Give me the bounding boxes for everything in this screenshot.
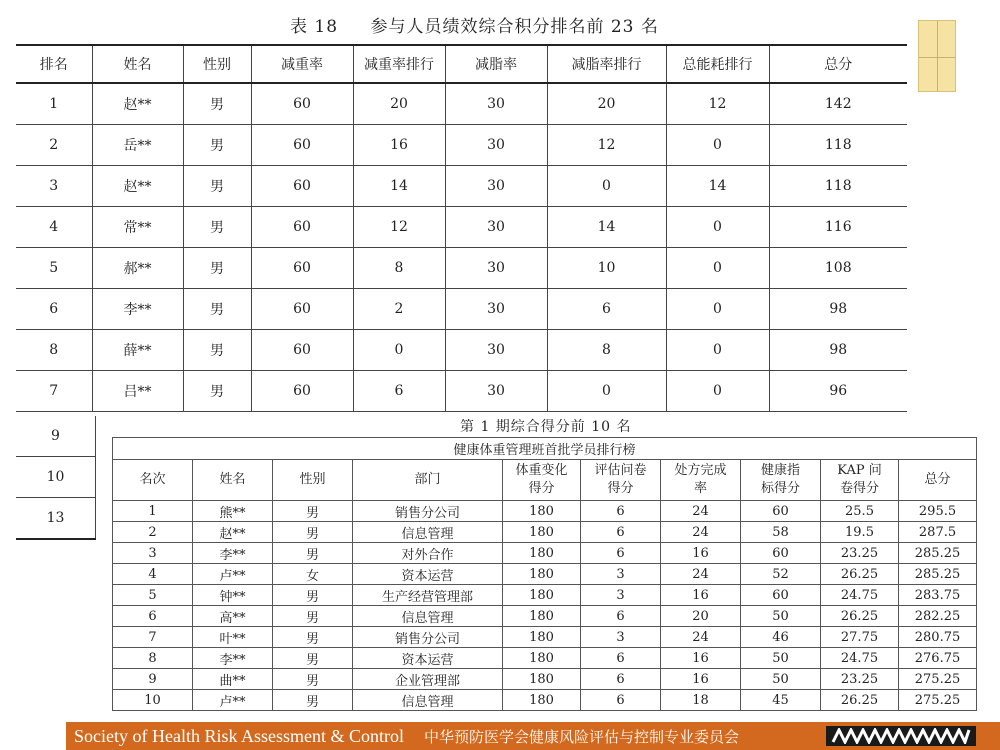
table-cell: 60 bbox=[251, 206, 353, 247]
table-cell: 0 bbox=[666, 329, 769, 370]
table1-column-header: 减重率 bbox=[251, 45, 353, 83]
table1-title bbox=[290, 12, 659, 37]
table-cell: 180 bbox=[503, 690, 581, 711]
table-cell: 46 bbox=[741, 627, 821, 648]
table-cell: 0 bbox=[666, 370, 769, 411]
table-cell: 男 bbox=[273, 501, 353, 522]
table-cell: 30 bbox=[445, 288, 547, 329]
table-cell: 12 bbox=[666, 83, 769, 124]
table1-title-text: 参与人员绩效综合积分排名前 23 名 bbox=[370, 17, 659, 37]
footer-english-name: Society of Health Risk Assessment & Control bbox=[74, 725, 404, 746]
table-cell: 3 bbox=[16, 165, 92, 206]
table-cell: 14 bbox=[666, 165, 769, 206]
table-cell: 24 bbox=[661, 564, 741, 585]
table-cell: 曲** bbox=[193, 669, 273, 690]
table-cell: 16 bbox=[353, 124, 445, 165]
ranking-table-top10 bbox=[112, 437, 977, 711]
table-cell: 8 bbox=[353, 247, 445, 288]
table-cell: 男 bbox=[183, 370, 251, 411]
table-cell: 45 bbox=[741, 690, 821, 711]
table-cell: 285.25 bbox=[899, 543, 977, 564]
table-cell: 180 bbox=[503, 627, 581, 648]
table-cell: 李** bbox=[193, 648, 273, 669]
table1-number: 表 18 bbox=[290, 17, 339, 37]
table-cell: 男 bbox=[183, 165, 251, 206]
table-cell: 24 bbox=[661, 522, 741, 543]
table-cell: 16 bbox=[661, 648, 741, 669]
table-cell: 7 bbox=[113, 627, 193, 648]
table-cell: 6 bbox=[547, 288, 666, 329]
table-cell: 6 bbox=[581, 669, 661, 690]
table-cell: 16 bbox=[661, 669, 741, 690]
table-row bbox=[113, 564, 977, 585]
table-cell: 生产经营管理部 bbox=[353, 585, 503, 606]
table-cell: 1 bbox=[16, 83, 92, 124]
table-row bbox=[113, 606, 977, 627]
table-cell: 薛** bbox=[92, 329, 183, 370]
table-cell: 李** bbox=[92, 288, 183, 329]
table2-column-header: 姓名 bbox=[193, 460, 273, 501]
table1-column-header: 减重率排行 bbox=[353, 45, 445, 83]
table-cell: 5 bbox=[113, 585, 193, 606]
table-cell: 60 bbox=[251, 329, 353, 370]
table-cell: 20 bbox=[661, 606, 741, 627]
table-cell: 283.75 bbox=[899, 585, 977, 606]
table-cell: 180 bbox=[503, 564, 581, 585]
table-cell: 男 bbox=[273, 690, 353, 711]
table-cell: 男 bbox=[273, 648, 353, 669]
table-cell: 男 bbox=[183, 124, 251, 165]
table-cell: 60 bbox=[251, 247, 353, 288]
table-row bbox=[16, 498, 96, 540]
table2-column-header: 评估问卷 得分 bbox=[581, 460, 661, 501]
table-cell: 142 bbox=[769, 83, 907, 124]
table-cell: 男 bbox=[183, 288, 251, 329]
table1-body bbox=[16, 83, 907, 411]
footer-bar bbox=[66, 722, 1000, 750]
table-cell: 60 bbox=[741, 543, 821, 564]
table-cell: 24.75 bbox=[821, 585, 899, 606]
table-cell: 14 bbox=[547, 206, 666, 247]
table-cell: 1 bbox=[113, 501, 193, 522]
table-cell: 男 bbox=[183, 206, 251, 247]
table-row bbox=[16, 83, 907, 124]
table-cell: 60 bbox=[251, 370, 353, 411]
table1-column-header: 性别 bbox=[183, 45, 251, 83]
table-cell: 李** bbox=[193, 543, 273, 564]
table-cell: 0 bbox=[666, 247, 769, 288]
table-cell: 60 bbox=[741, 501, 821, 522]
table1-column-header: 减脂率排行 bbox=[547, 45, 666, 83]
table-row bbox=[16, 288, 907, 329]
table-cell: 287.5 bbox=[899, 522, 977, 543]
table-cell: 30 bbox=[445, 329, 547, 370]
table-cell: 0 bbox=[547, 370, 666, 411]
table-cell: 0 bbox=[666, 124, 769, 165]
table-cell: 6 bbox=[353, 370, 445, 411]
table-cell: 30 bbox=[445, 83, 547, 124]
table-cell: 叶** bbox=[193, 627, 273, 648]
table-cell: 26.25 bbox=[821, 564, 899, 585]
table-cell: 0 bbox=[353, 329, 445, 370]
table2-column-header: 名次 bbox=[113, 460, 193, 501]
table-row bbox=[113, 648, 977, 669]
table-cell: 10 bbox=[113, 690, 193, 711]
table-cell: 18 bbox=[661, 690, 741, 711]
table-cell: 276.75 bbox=[899, 648, 977, 669]
table-cell: 50 bbox=[741, 648, 821, 669]
table-cell: 信息管理 bbox=[353, 522, 503, 543]
table-cell: 180 bbox=[503, 648, 581, 669]
table-cell: 50 bbox=[741, 606, 821, 627]
table-cell: 2 bbox=[113, 522, 193, 543]
table-cell: 96 bbox=[769, 370, 907, 411]
table-cell: 熊** bbox=[193, 501, 273, 522]
table-row bbox=[16, 124, 907, 165]
table-cell: 282.25 bbox=[899, 606, 977, 627]
table-cell: 58 bbox=[741, 522, 821, 543]
table-cell: 3 bbox=[581, 627, 661, 648]
table-cell: 男 bbox=[273, 606, 353, 627]
table2-column-header: 体重变化 得分 bbox=[503, 460, 581, 501]
table-row bbox=[16, 370, 907, 411]
table-cell: 5 bbox=[16, 247, 92, 288]
table-cell: 赵** bbox=[92, 83, 183, 124]
table-cell: 4 bbox=[16, 206, 92, 247]
table-cell: 16 bbox=[661, 543, 741, 564]
table-cell: 对外合作 bbox=[353, 543, 503, 564]
table-cell: 卢** bbox=[193, 564, 273, 585]
table-cell: 男 bbox=[273, 627, 353, 648]
table-cell: 6 bbox=[581, 543, 661, 564]
table-cell: 60 bbox=[251, 83, 353, 124]
table-cell: 销售分公司 bbox=[353, 501, 503, 522]
table-cell: 6 bbox=[581, 690, 661, 711]
table-cell: 6 bbox=[113, 606, 193, 627]
table-cell: 6 bbox=[16, 288, 92, 329]
table-cell: 60 bbox=[251, 288, 353, 329]
table2-title: 第 1 期综合得分前 10 名 bbox=[460, 419, 632, 435]
table-cell: 9 bbox=[113, 669, 193, 690]
table-cell: 12 bbox=[353, 206, 445, 247]
table-cell: 2 bbox=[16, 124, 92, 165]
rank-cell: 13 bbox=[16, 498, 96, 540]
table-row bbox=[113, 522, 977, 543]
table-cell: 60 bbox=[251, 165, 353, 206]
table-cell: 男 bbox=[273, 669, 353, 690]
table-row bbox=[16, 247, 907, 288]
table-cell: 8 bbox=[113, 648, 193, 669]
table-cell: 180 bbox=[503, 543, 581, 564]
rank-cell: 9 bbox=[16, 416, 96, 457]
table-cell: 6 bbox=[581, 501, 661, 522]
table1-column-header: 减脂率 bbox=[445, 45, 547, 83]
table-cell: 30 bbox=[445, 247, 547, 288]
table-cell: 180 bbox=[503, 606, 581, 627]
table-cell: 285.25 bbox=[899, 564, 977, 585]
table1-header-row bbox=[16, 45, 907, 83]
table-cell: 25.5 bbox=[821, 501, 899, 522]
rank-cell: 10 bbox=[16, 457, 96, 498]
table-row bbox=[113, 669, 977, 690]
table-cell: 0 bbox=[547, 165, 666, 206]
table-cell: 高** bbox=[193, 606, 273, 627]
table-cell: 7 bbox=[16, 370, 92, 411]
table-cell: 180 bbox=[503, 669, 581, 690]
table-cell: 24 bbox=[661, 627, 741, 648]
table-cell: 男 bbox=[183, 83, 251, 124]
table1-overflow-ranks bbox=[16, 416, 96, 540]
table-cell: 赵** bbox=[193, 522, 273, 543]
table-cell: 男 bbox=[183, 247, 251, 288]
table2-caption: 健康体重管理班首批学员排行榜 bbox=[113, 438, 977, 460]
table-cell: 30 bbox=[445, 206, 547, 247]
table-cell: 3 bbox=[581, 564, 661, 585]
table-cell: 8 bbox=[547, 329, 666, 370]
table-cell: 男 bbox=[183, 329, 251, 370]
table-row bbox=[113, 501, 977, 522]
table-cell: 女 bbox=[273, 564, 353, 585]
table-cell: 275.25 bbox=[899, 669, 977, 690]
organization-logo-icon bbox=[826, 726, 976, 746]
table-cell: 资本运营 bbox=[353, 648, 503, 669]
table-cell: 118 bbox=[769, 165, 907, 206]
table-cell: 180 bbox=[503, 501, 581, 522]
table-cell: 24.75 bbox=[821, 648, 899, 669]
table-cell: 23.25 bbox=[821, 543, 899, 564]
table-cell: 6 bbox=[581, 522, 661, 543]
table-cell: 16 bbox=[661, 585, 741, 606]
table-cell: 20 bbox=[547, 83, 666, 124]
table-cell: 295.5 bbox=[899, 501, 977, 522]
table2-column-header: 性别 bbox=[273, 460, 353, 501]
table-cell: 30 bbox=[445, 370, 547, 411]
table-cell: 26.25 bbox=[821, 606, 899, 627]
table-cell: 男 bbox=[273, 522, 353, 543]
table-cell: 3 bbox=[581, 585, 661, 606]
table-cell: 27.75 bbox=[821, 627, 899, 648]
table-cell: 男 bbox=[273, 543, 353, 564]
table-cell: 3 bbox=[113, 543, 193, 564]
table-cell: 4 bbox=[113, 564, 193, 585]
table-row bbox=[16, 457, 96, 498]
table-cell: 50 bbox=[741, 669, 821, 690]
table2-column-header: KAP 问 卷得分 bbox=[821, 460, 899, 501]
table-cell: 赵** bbox=[92, 165, 183, 206]
table-cell: 信息管理 bbox=[353, 606, 503, 627]
decorative-grid-icon bbox=[918, 20, 956, 92]
table-cell: 24 bbox=[661, 501, 741, 522]
ranking-table-top23 bbox=[16, 44, 907, 412]
table-cell: 信息管理 bbox=[353, 690, 503, 711]
table-cell: 98 bbox=[769, 288, 907, 329]
table1-column-header: 姓名 bbox=[92, 45, 183, 83]
table-cell: 8 bbox=[16, 329, 92, 370]
table-cell: 275.25 bbox=[899, 690, 977, 711]
table-cell: 108 bbox=[769, 247, 907, 288]
table2-header-row bbox=[113, 460, 977, 501]
table-cell: 30 bbox=[445, 165, 547, 206]
table-cell: 0 bbox=[666, 288, 769, 329]
table-cell: 6 bbox=[581, 648, 661, 669]
table2-column-header: 健康指 标得分 bbox=[741, 460, 821, 501]
table-cell: 岳** bbox=[92, 124, 183, 165]
table-cell: 118 bbox=[769, 124, 907, 165]
table-cell: 企业管理部 bbox=[353, 669, 503, 690]
table-row bbox=[16, 416, 96, 457]
table-row bbox=[16, 206, 907, 247]
table1-column-header: 总分 bbox=[769, 45, 907, 83]
table-cell: 6 bbox=[581, 606, 661, 627]
table2-caption-row bbox=[113, 438, 977, 460]
table-cell: 280.75 bbox=[899, 627, 977, 648]
table-cell: 60 bbox=[251, 124, 353, 165]
table-cell: 180 bbox=[503, 585, 581, 606]
table-cell: 2 bbox=[353, 288, 445, 329]
table-cell: 14 bbox=[353, 165, 445, 206]
table-row bbox=[16, 329, 907, 370]
footer-chinese-name: 中华预防医学会健康风险评估与控制专业委员会 bbox=[424, 727, 740, 746]
table2-column-header: 处方完成 率 bbox=[661, 460, 741, 501]
table-cell: 23.25 bbox=[821, 669, 899, 690]
table-cell: 10 bbox=[547, 247, 666, 288]
table-cell: 30 bbox=[445, 124, 547, 165]
table-row bbox=[113, 585, 977, 606]
table-cell: 20 bbox=[353, 83, 445, 124]
table1-column-header: 排名 bbox=[16, 45, 92, 83]
table-cell: 12 bbox=[547, 124, 666, 165]
table-cell: 60 bbox=[741, 585, 821, 606]
table-row bbox=[16, 165, 907, 206]
table-cell: 116 bbox=[769, 206, 907, 247]
table-cell: 98 bbox=[769, 329, 907, 370]
table-cell: 26.25 bbox=[821, 690, 899, 711]
table-cell: 0 bbox=[666, 206, 769, 247]
table-cell: 180 bbox=[503, 522, 581, 543]
table-cell: 吕** bbox=[92, 370, 183, 411]
table2-body bbox=[113, 501, 977, 711]
table1-column-header: 总能耗排行 bbox=[666, 45, 769, 83]
table-cell: 男 bbox=[273, 585, 353, 606]
table-cell: 19.5 bbox=[821, 522, 899, 543]
table-cell: 销售分公司 bbox=[353, 627, 503, 648]
table-row bbox=[113, 690, 977, 711]
table-cell: 52 bbox=[741, 564, 821, 585]
table-cell: 钟** bbox=[193, 585, 273, 606]
table-cell: 常** bbox=[92, 206, 183, 247]
table-row bbox=[113, 543, 977, 564]
table2-column-header: 部门 bbox=[353, 460, 503, 501]
table-row bbox=[113, 627, 977, 648]
table-cell: 资本运营 bbox=[353, 564, 503, 585]
table-cell: 卢** bbox=[193, 690, 273, 711]
table2-column-header: 总分 bbox=[899, 460, 977, 501]
table-cell: 郝** bbox=[92, 247, 183, 288]
